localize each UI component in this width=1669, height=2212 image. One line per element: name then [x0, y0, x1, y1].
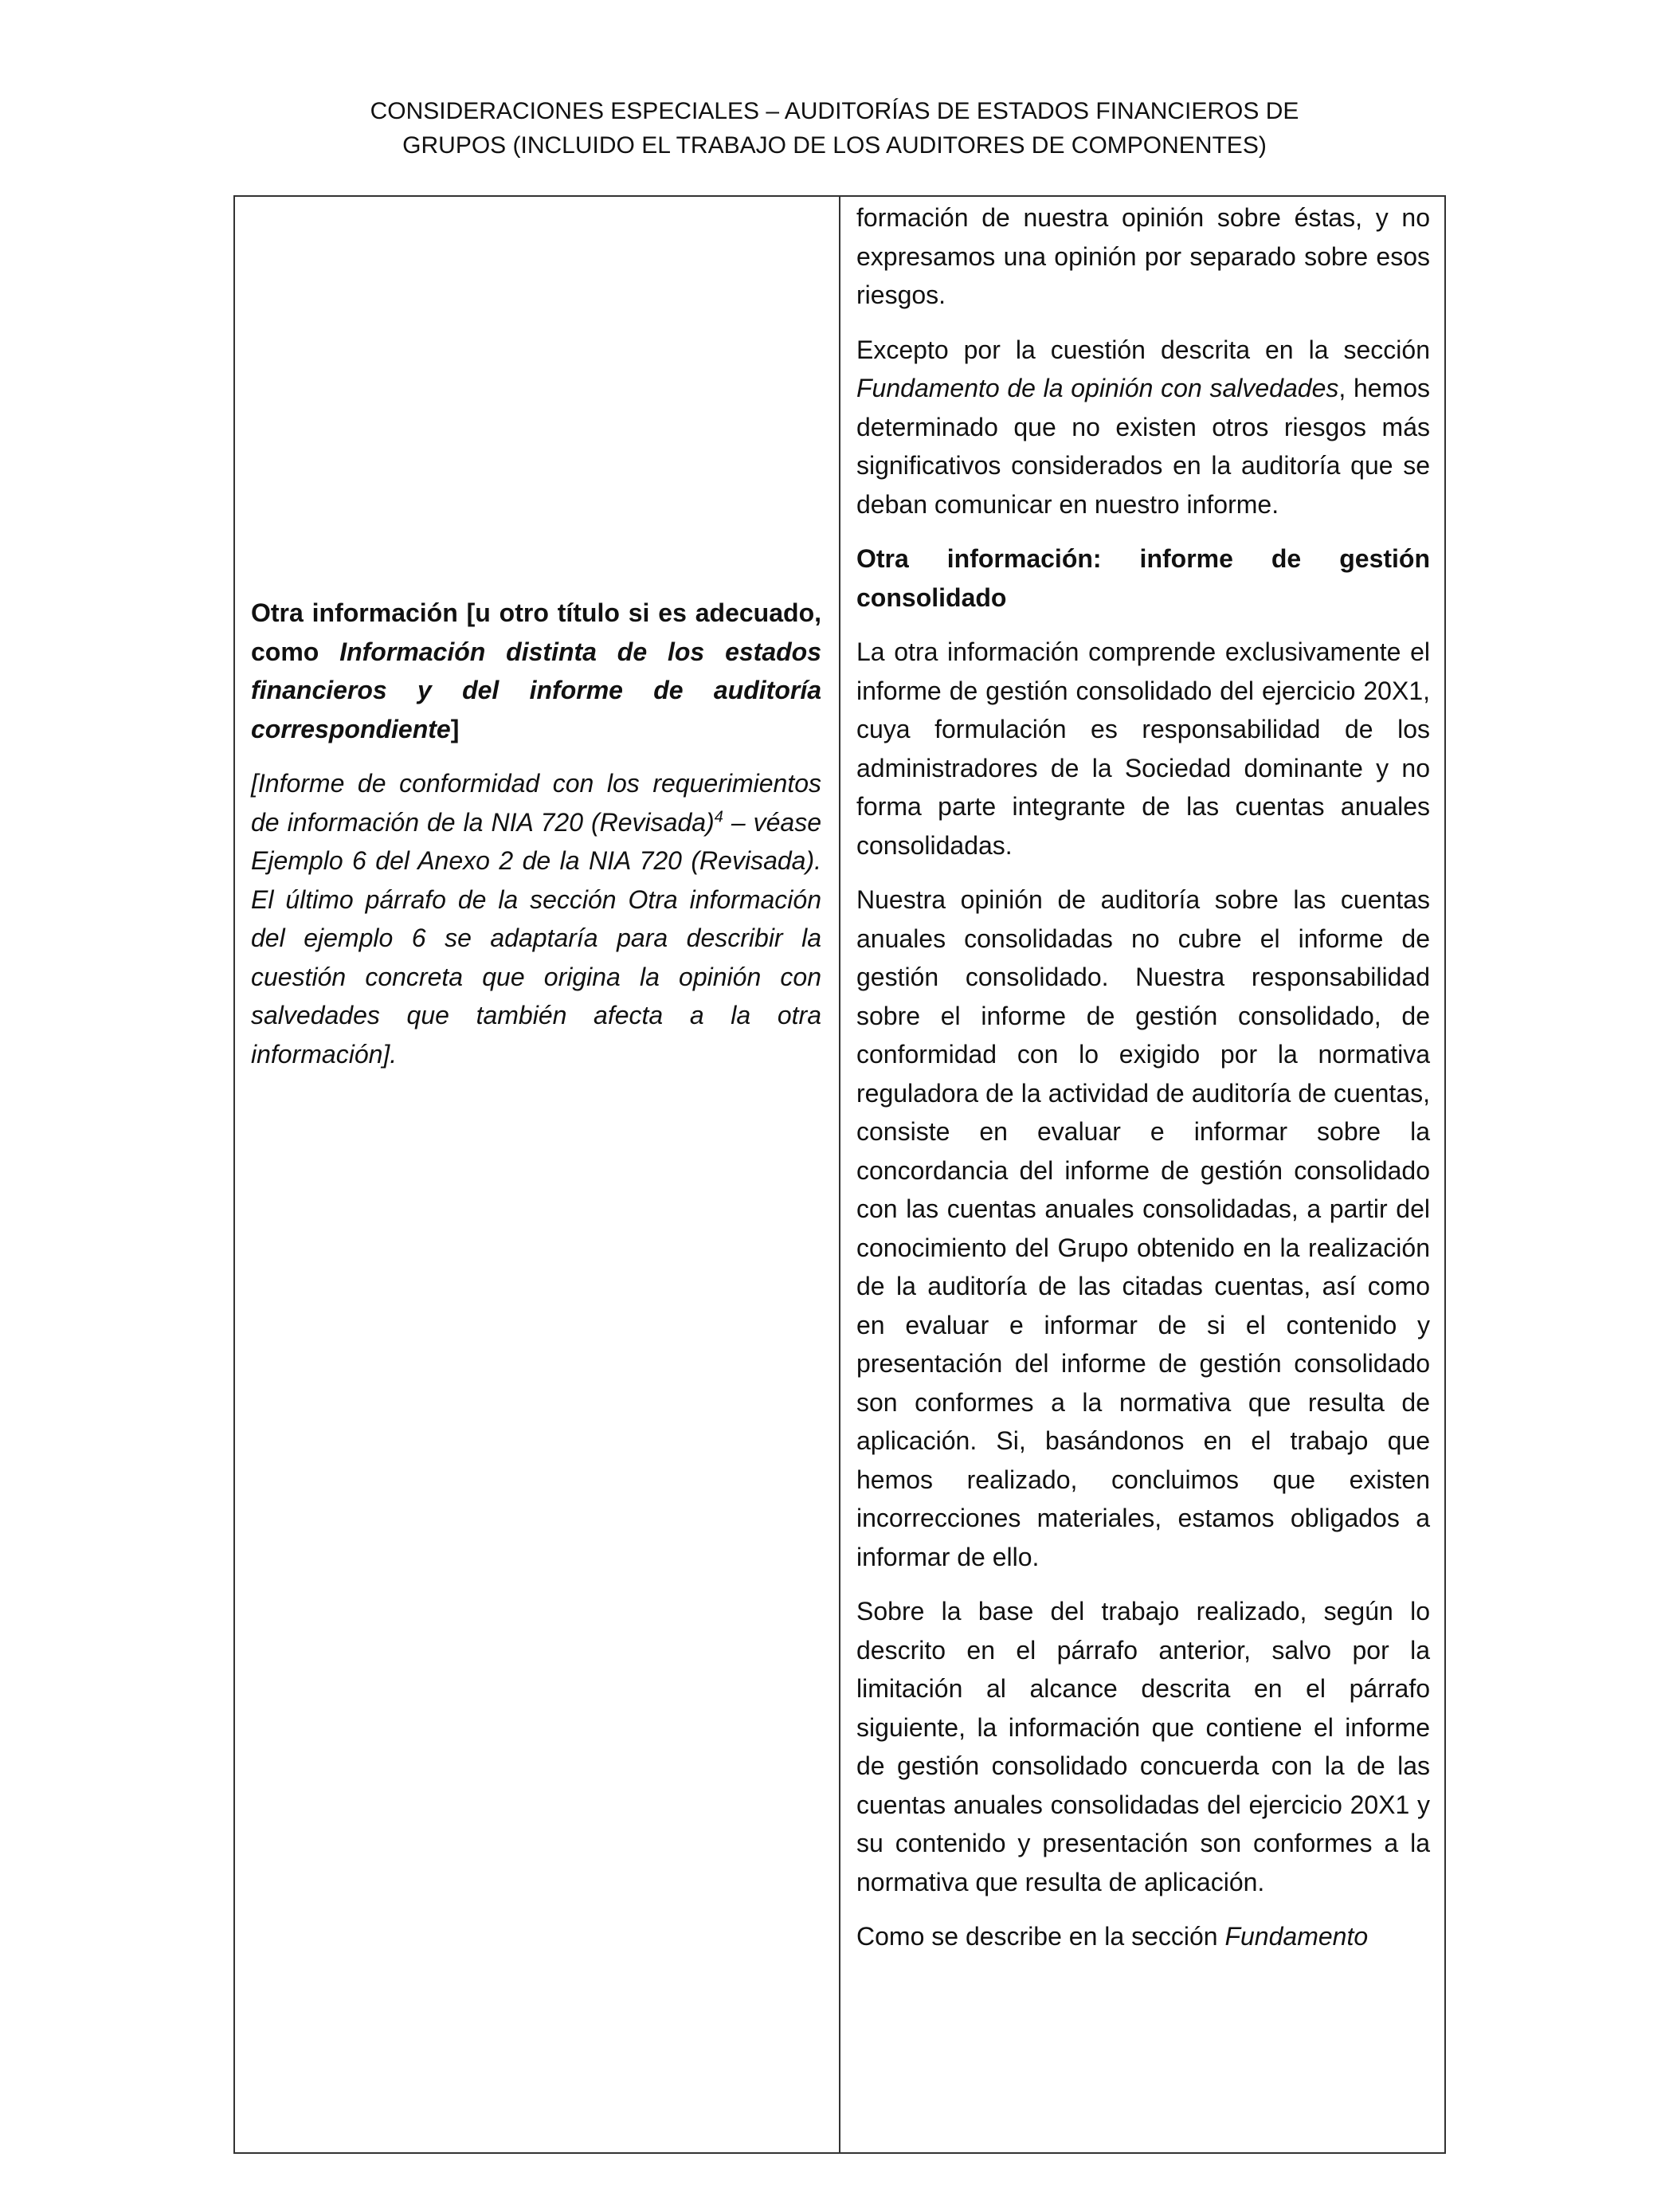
- paragraph-responsibility: Nuestra opinión de auditoría sobre las cuentas anuales consolidadas no cubre el informe de gestión consolidado. Nuestra responsabilidad sobre el informe de gestión consolidado, de conformidad con lo exigido por la normativa reguladora de la actividad de auditoría de cuentas, consiste en evaluar e informar sobre la concordancia del informe de gestión consolidado con las cuentas anuales consolidadas, a partir del conocimiento del Grupo obtenido en la realización de la auditoría de las citadas cuentas, así como en evaluar e informar de si el contenido y presentación del informe de gestión consolidado son conformes a la normativa que resulta de aplicación. Si, basándonos en el trabajo que hemos realizado, concluimos que existen incorrecciones materiales, estamos obligados a informar de ello.: [856, 885, 1430, 1571]
- paragraph-other-risks: [856, 331, 1430, 524]
- header-line-2: GRUPOS (INCLUIDO EL TRABAJO DE LOS AUDITORES DE COMPONENTES): [402, 132, 1267, 159]
- paragraph-conclusion: Sobre la base del trabajo realizado, según lo descrito en el párrafo anterior, salvo por la limitación al alcance descrita en el párrafo siguiente, la información que contiene el informe de gestión consolidado concuerda con la de las cuentas anuales consolidadas del ejercicio 20X1 y su contenido y presentación son conformes a la normativa que resulta de aplicación.: [856, 1597, 1430, 1896]
- subheading-informe-gestion: Otra información: informe de gestión consolidado: [856, 544, 1430, 612]
- guidance-note-text-1: [Informe de conformidad con los requerimientos de información de la NIA 720 (Revisada): [251, 769, 821, 837]
- paragraph-other-risks-text-2: , hemos determinado que no existen otros riesgos más significativos considerados en la auditoría que se deban comunicar en nuestro informe.: [856, 374, 1431, 519]
- right-column: [840, 197, 1444, 2152]
- right-column-content: [856, 197, 1430, 1972]
- left-column: [235, 197, 840, 2152]
- paragraph-other-risks-italic: Fundamento de la opinión con salvedades: [856, 374, 1339, 402]
- section-heading-italic-text: Información distinta de los estados financieros y del informe de auditoría correspondiente: [251, 637, 822, 743]
- page-header: [0, 94, 1669, 163]
- paragraph-other-information-scope: La otra información comprende exclusivamente el informe de gestión consolidado del ejercicio 20X1, cuya formulación es responsabilidad de los administradores de la Sociedad dominante y no forma parte integrante de las cuentas anuales consolidadas.: [856, 637, 1430, 860]
- paragraph-other-risks-text-1: Excepto por la cuestión descrita en la sección: [856, 335, 1430, 364]
- guidance-note-text-2: – véase Ejemplo 6 del Anexo 2 de la NIA 720 (Revisada). El último párrafo de la sección Otra información del ejemplo 6 se adaptaría para describir la cuestión concreta que origina la opinión con salvedades que también afecta a la otra información].: [251, 807, 822, 1069]
- header-line-1: CONSIDERACIONES ESPECIALES – AUDITORÍAS DE ESTADOS FINANCIEROS DE: [370, 98, 1299, 124]
- paragraph-risks-continuation: formación de nuestra opinión sobre éstas, y no expresamos una opinión por separado sobre esos riesgos.: [856, 203, 1430, 309]
- section-heading-closing: ]: [450, 714, 460, 743]
- section-heading-text: Otra información [u otro título si es adecuado, como: [251, 598, 821, 666]
- section-heading-otra-informacion: [251, 594, 821, 748]
- paragraph-fundamento-start: [856, 1917, 1430, 1956]
- guidance-note: [251, 764, 821, 1073]
- paragraph-fundamento-italic: Fundamento: [1224, 1922, 1369, 1951]
- content-table: [233, 195, 1446, 2154]
- footnote-reference: 4: [714, 807, 723, 826]
- paragraph-fundamento-text: Como se describe en la sección: [856, 1922, 1225, 1951]
- left-column-content: [251, 594, 821, 1089]
